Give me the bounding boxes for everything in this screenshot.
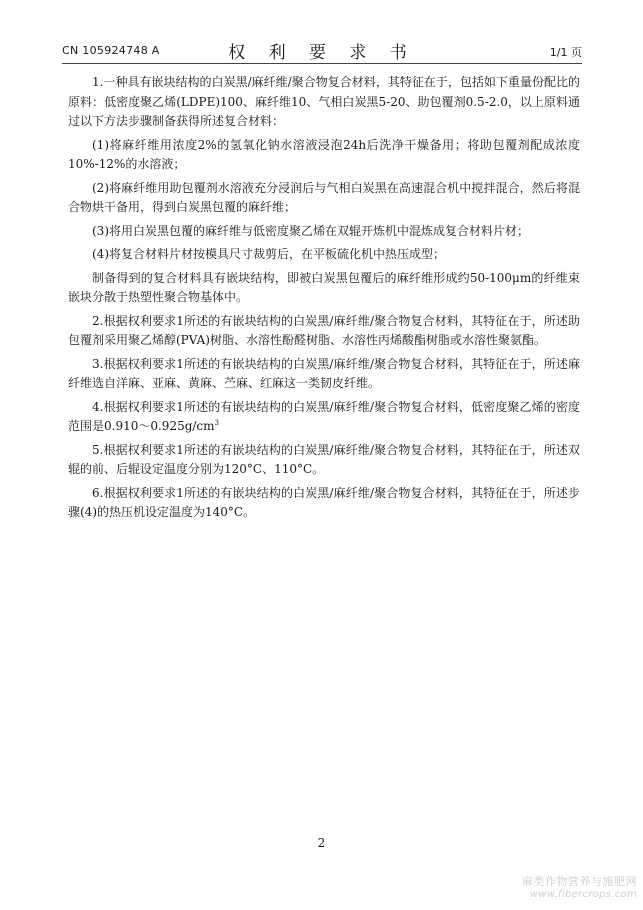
claims-body — [68, 73, 580, 527]
claim-1-step-3: (3)将用白炭黑包覆的麻纤维与低密度聚乙烯在双辊开炼机中混炼成复合材料片材； — [92, 223, 530, 238]
claim-1: 1.一种具有嵌块结构的白炭黑/麻纤维/聚合物复合材料，其特征在于，包括如下重量份配比的原料：低密度聚乙烯(LDPE)100、麻纤维10、气相白炭黑5-20、助包覆剂0.5-2.0，以上原料通过以下方法步骤制备获得所述复合材料： — [68, 75, 580, 128]
claim-1-step-2: (2)将麻纤维用助包覆剂水溶液充分浸润后与气相白炭黑在高速混合机中搅拌混合，然后将混合物烘干备用，得到白炭黑包覆的麻纤维； — [68, 180, 580, 214]
claim-4 — [68, 398, 580, 437]
claim-2: 2.根据权利要求1所述的有嵌块结构的白炭黑/麻纤维/聚合物复合材料，其特征在于，所述助包覆剂采用聚乙烯醇(PVA)树脂、水溶性酚醛树脂、水溶性丙烯酸酯树脂或水溶性聚氨酯。 — [68, 313, 580, 347]
claim-1-step-4: (4)将复合材料片材按模具尺寸裁剪后，在平板硫化机中热压成型； — [92, 247, 446, 261]
header-rule — [62, 63, 582, 64]
claim-5: 5.根据权利要求1所述的有嵌块结构的白炭黑/麻纤维/聚合物复合材料，其特征在于，所述双辊的前、后辊设定温度分别为120°C、110°C。 — [68, 442, 580, 476]
page-number: 2 — [317, 836, 326, 850]
claim-6: 6.根据权利要求1所述的有嵌块结构的白炭黑/麻纤维/聚合物复合材料，其特征在于，所述步骤(4)的热压机设定温度为140°C。 — [68, 485, 580, 519]
page-count: 1/1 页 — [549, 46, 582, 59]
claim-4-text: 4.根据权利要求1所述的有嵌块结构的白炭黑/麻纤维/聚合物复合材料，低密度聚乙烯的密度范围是0.910～0.925g/cm — [68, 399, 580, 433]
claim-1-result: 制备得到的复合材料具有嵌块结构，即被白炭黑包覆后的麻纤维形成约50-100μm的纤维束嵌块分散于热塑性聚合物基体中。 — [68, 270, 580, 304]
watermark-url: www.fibercrops.com — [529, 889, 637, 900]
publication-number: CN 105924748 A — [62, 44, 160, 57]
claim-3: 3.根据权利要求1所述的有嵌块结构的白炭黑/麻纤维/聚合物复合材料，其特征在于，所述麻纤维选自洋麻、亚麻、黄麻、苎麻、红麻这一类韧皮纤维。 — [68, 356, 580, 390]
document-header — [62, 38, 582, 62]
claim-4-superscript: 3 — [214, 419, 220, 427]
watermark — [497, 873, 637, 900]
claim-1-step-1: (1)将麻纤维用浓度2%的氢氧化钠水溶液浸泡24h后洗净干燥备用；将助包覆剂配成浓度10%-12%的水溶液； — [68, 137, 580, 171]
watermark-cn: 麻类作物营养与施肥网 — [522, 875, 637, 888]
document-title: 权 利 要 求 书 — [228, 43, 416, 63]
